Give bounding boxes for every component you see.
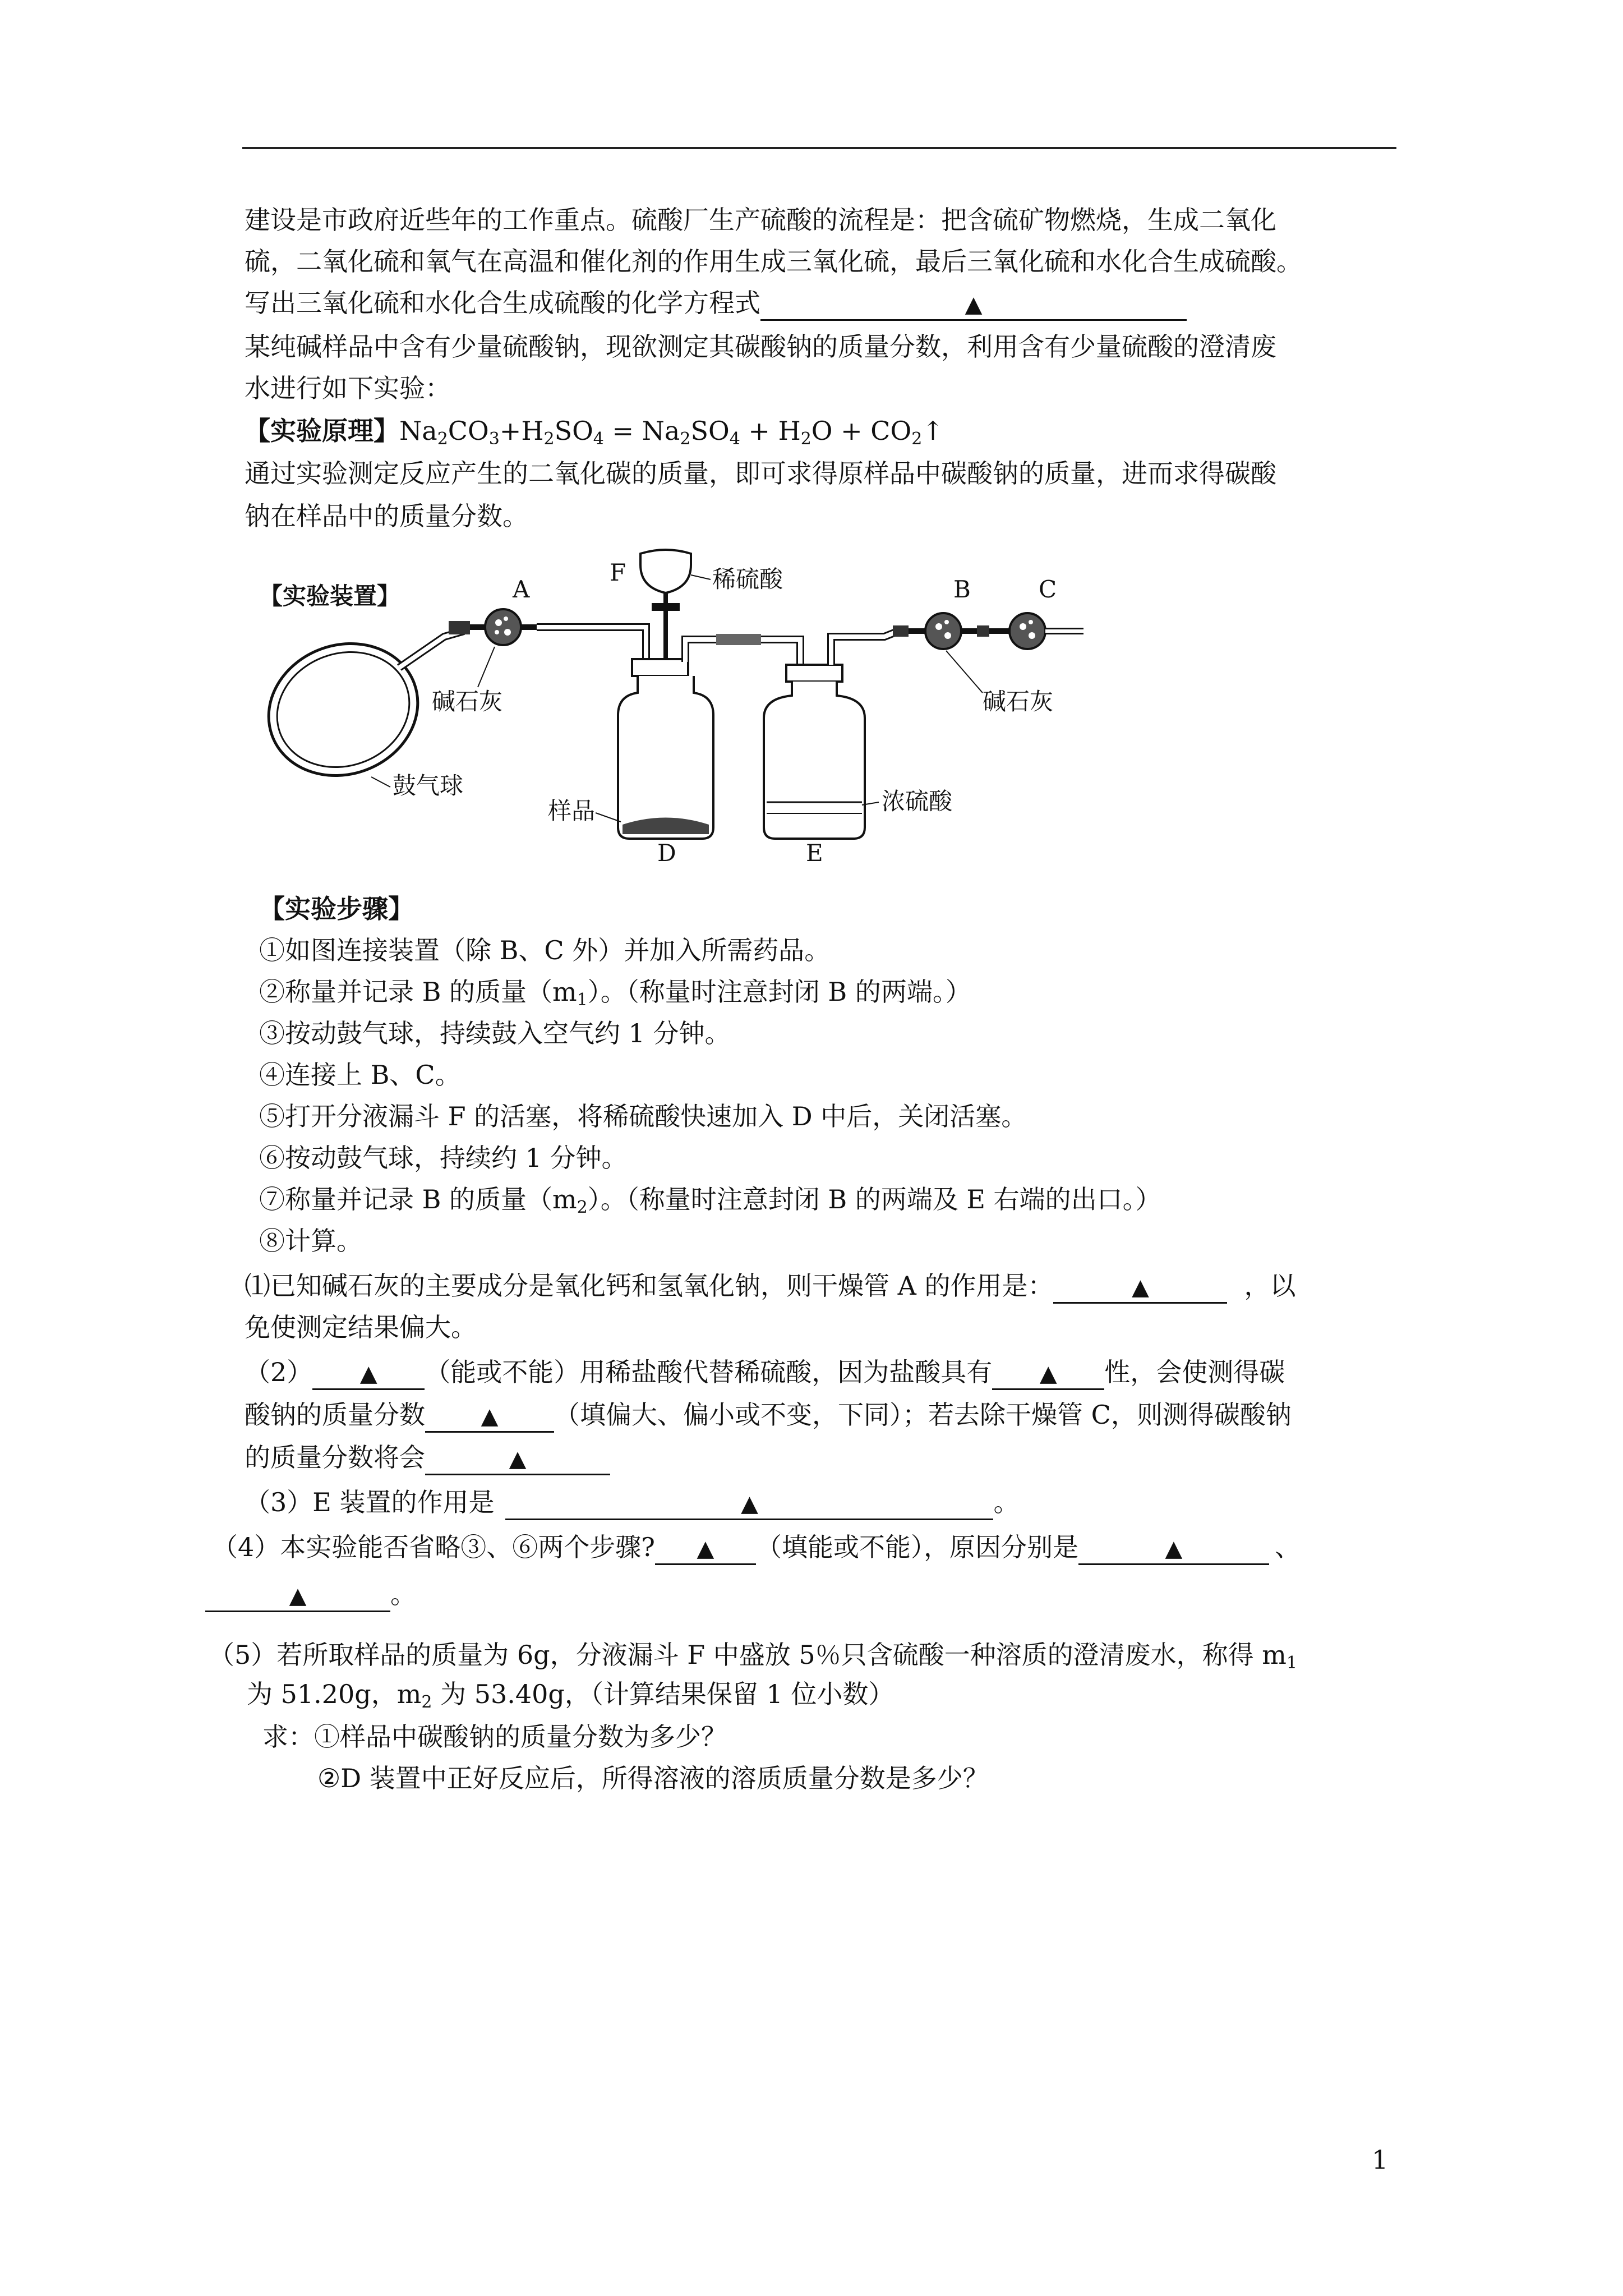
step-8: ⑧计算。 bbox=[259, 1226, 362, 1256]
answer-blank-q1[interactable]: ▲ bbox=[1053, 1271, 1227, 1304]
question-3: （3）E 装置的作用是 ▲ 。 bbox=[245, 1485, 1019, 1520]
apparatus-heading: 【实验装置】 bbox=[259, 582, 401, 610]
bottle-D bbox=[618, 659, 713, 839]
gas-arrow-icon: ↑ bbox=[922, 416, 944, 446]
principle-heading: 【实验原理】 bbox=[245, 416, 399, 446]
answer-blank-equation[interactable] bbox=[760, 288, 1187, 321]
answer-blank-q2-effect[interactable]: ▲ bbox=[425, 1400, 554, 1433]
question-4-line-1: （4）本实验能否省略③、⑥两个步骤? ▲ （填能或不能），原因分别是 ▲ 、 bbox=[212, 1530, 1301, 1565]
triangle-marker: ▲ bbox=[965, 292, 983, 318]
step-5: ⑤打开分液漏斗 F 的活塞，将稀硫酸快速加入 D 中后，关闭活塞。 bbox=[259, 1101, 1027, 1131]
answer-blank-q4-can[interactable]: ▲ bbox=[655, 1533, 756, 1565]
question-equation-prompt: 写出三氧化硫和水化合生成硫酸的化学方程式 bbox=[245, 288, 760, 318]
text-line-8: 钠在样品中的质量分数。 bbox=[245, 501, 528, 531]
label-E: E bbox=[806, 839, 823, 861]
text-line-2: 硫，二氧化硫和氧气在高温和催化剂的作用生成三氧化硫，最后三氧化硫和水化合生成硫酸。 bbox=[245, 246, 1302, 277]
step-3: ③按动鼓气球，持续鼓入空气约 1 分钟。 bbox=[259, 1018, 731, 1048]
answer-blank-q4-reason-2[interactable]: ▲ bbox=[205, 1580, 390, 1612]
question-5-line-1: （5）若所取样品的质量为 6g，分液漏斗 F 中盛放 5％只含硫酸一种溶质的澄清废水，称得 $m_1$ bbox=[209, 1640, 1297, 1673]
question-2-line-1: （2） ▲ （能或不能）用稀盐酸代替稀硫酸，因为盐酸具有 ▲ 性，会使测得碳 bbox=[245, 1355, 1285, 1390]
answer-blank-q2-property[interactable]: ▲ bbox=[992, 1358, 1104, 1390]
label-B: B bbox=[953, 576, 971, 603]
label-F: F bbox=[610, 559, 626, 586]
label-D: D bbox=[657, 839, 676, 861]
text-line-7: 通过实验测定反应产生的二氧化碳的质量，即可求得原样品中碳酸钠的质量，进而求得碳酸 bbox=[245, 458, 1276, 489]
question-1-line-2: 免使测定结果偏大。 bbox=[245, 1312, 477, 1342]
step-6: ⑥按动鼓气球，持续约 1 分钟。 bbox=[259, 1143, 628, 1173]
header-rule bbox=[242, 147, 1396, 149]
principle-line bbox=[245, 414, 944, 448]
answer-blank-q3[interactable]: ▲ bbox=[505, 1488, 993, 1520]
page-number: 1 bbox=[1372, 2145, 1389, 2175]
question-5-line-2: 为 51.20g，$m_2$ 为 53.40g，（计算结果保留 1 位小数） bbox=[247, 1679, 895, 1712]
drying-tube-A bbox=[485, 609, 537, 645]
text-line-5: 水进行如下实验： bbox=[245, 373, 451, 403]
bottle-E bbox=[764, 665, 865, 839]
step-2: ②称量并记录 B 的质量$(m_1)$。（称量时注意封闭 B 的两端。） bbox=[259, 977, 971, 1010]
drying-tube-B bbox=[925, 613, 989, 649]
text-line-4: 某纯碱样品中含有少量硫酸钠，现欲测定其碳酸钠的质量分数，利用含有少量硫酸的澄清废 bbox=[245, 332, 1276, 362]
steps-heading: 【实验步骤】 bbox=[259, 894, 414, 924]
label-bulb: 鼓气球 bbox=[393, 772, 464, 799]
step-1: ①如图连接装置（除 B、C 外）并加入所需药品。 bbox=[259, 935, 831, 965]
answer-blank-q4-reason-1[interactable]: ▲ bbox=[1078, 1533, 1269, 1565]
label-dilute-acid: 稀硫酸 bbox=[712, 565, 783, 593]
answer-blank-q2-can[interactable]: ▲ bbox=[312, 1358, 425, 1390]
label-sample: 样品 bbox=[548, 797, 596, 825]
label-conc-acid: 浓硫酸 bbox=[882, 788, 953, 815]
principle-equation: $Na_2CO_3+H_2SO_4 = Na_2SO_4 + H_2O$ + $CO_2↑$ bbox=[399, 416, 944, 449]
label-soda-lime-right: 碱石灰 bbox=[983, 688, 1054, 715]
question-1-line-1: ⑴已知碱石灰的主要成分是氧化钙和氢氧化钠，则干燥管 A 的作用是： ▲ ，以 bbox=[245, 1269, 1295, 1304]
question-2-line-2: 酸钠的质量分数 ▲ （填偏大、偏小或不变，下同）；若去除干燥管 C，则测得碳酸钠 bbox=[245, 1398, 1292, 1433]
step-7: ⑦称量并记录 B 的质量$(m_2)$。（称量时注意封闭 B 的两端及 E 右端的出口。） bbox=[259, 1184, 1161, 1217]
step-4: ④连接上 B、C。 bbox=[259, 1060, 461, 1090]
drying-tube-C bbox=[989, 613, 1083, 649]
question-4-line-2: ▲ 。 bbox=[205, 1577, 416, 1612]
label-C: C bbox=[1039, 576, 1057, 603]
apparatus-diagram bbox=[259, 547, 1162, 861]
label-soda-lime-left: 碱石灰 bbox=[432, 688, 503, 715]
answer-blank-q2-remove-c[interactable]: ▲ bbox=[425, 1443, 610, 1475]
label-A: A bbox=[513, 576, 530, 603]
question-5-part-2: ②D 装置中正好反应后，所得溶液的溶质质量分数是多少？ bbox=[317, 1763, 989, 1793]
text-line-1: 建设是市政府近些年的工作重点。硫酸厂生产硫酸的流程是：把含硫矿物燃烧，生成二氧化 bbox=[245, 205, 1276, 235]
air-bulb bbox=[259, 623, 436, 796]
question-5-part-1: 求：①样品中碳酸钠的质量分数为多少？ bbox=[262, 1722, 727, 1752]
question-2-line-3: 的质量分数将会 ▲ bbox=[245, 1441, 610, 1475]
text-line-3 bbox=[245, 286, 1187, 321]
